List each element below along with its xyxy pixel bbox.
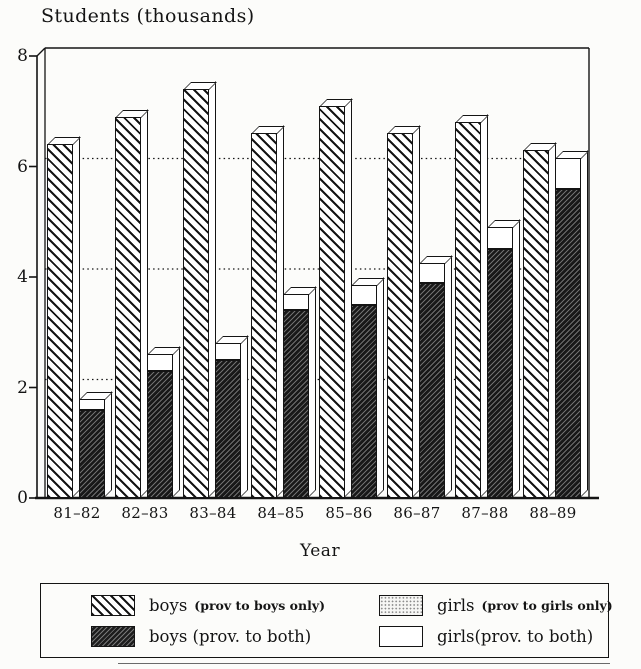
frame-corner-notch	[37, 48, 45, 56]
chart-title: Students (thousands)	[41, 5, 255, 27]
diagonal-hatch-swatch-icon	[91, 595, 135, 616]
x-tick-label-86-87: 86–87	[393, 504, 441, 522]
bar-81-82-single-sex-segment-boys-prov-to-boys-only-	[47, 144, 73, 498]
bar-85-86-single-sex-segment-boys-prov-to-boys-only-	[319, 106, 345, 498]
legend-box	[40, 583, 613, 658]
legend-sublabel: (prov to boys only)	[194, 598, 326, 613]
legend-label: boys	[149, 596, 188, 615]
legend-label: boys (prov. to both)	[149, 627, 312, 646]
bar-81-82-coed-segment-girls-prov-to-both-	[79, 399, 105, 410]
bar-87-88-coed-segment-girls-prov-to-both-	[487, 227, 513, 249]
white-swatch-icon	[379, 626, 423, 647]
legend-item-boys-both	[91, 626, 318, 647]
bar-88-89-coed-side-face	[580, 150, 588, 498]
x-tick-label-87-88: 87–88	[461, 504, 509, 522]
bar-87-88-coed-segment-boys-prov-to-both-	[487, 249, 513, 498]
legend-sublabel: (prov to girls only)	[481, 598, 613, 613]
y-tick-label-0: 0	[17, 488, 28, 508]
bar-84-85-coed-segment-boys-prov-to-both-	[283, 310, 309, 498]
x-tick-label-84-85: 84–85	[257, 504, 305, 522]
bar-85-86-coed-segment-girls-prov-to-both-	[351, 285, 377, 304]
dark-hatch-swatch-icon	[91, 626, 135, 647]
bar-82-83-coed-segment-girls-prov-to-both-	[147, 354, 173, 371]
bar-88-89-single-sex-segment-boys-prov-to-boys-only-	[523, 150, 549, 498]
bar-81-82-coed-segment-boys-prov-to-both-	[79, 410, 105, 498]
bar-88-89-coed-segment-boys-prov-to-both-	[555, 189, 581, 498]
legend-label: girls	[437, 596, 475, 615]
bar-83-84-coed-segment-girls-prov-to-both-	[215, 343, 241, 360]
bar-81-82-coed-side-face	[104, 391, 112, 498]
y-tick-label-8: 8	[17, 46, 28, 66]
x-tick-label-81-82: 81–82	[53, 504, 101, 522]
bar-88-89-coed-segment-girls-prov-to-both-	[555, 158, 581, 188]
bar-86-87-coed-segment-girls-prov-to-both-	[419, 263, 445, 282]
bar-86-87-coed-segment-boys-prov-to-both-	[419, 283, 445, 498]
legend-item-girls-only	[379, 595, 613, 616]
x-tick-label-88-89: 88–89	[529, 504, 577, 522]
bar-84-85-coed-segment-girls-prov-to-both-	[283, 294, 309, 311]
bar-82-83-single-sex-segment-boys-prov-to-boys-only-	[115, 117, 141, 498]
y-tick-label-6: 6	[17, 156, 28, 177]
legend-item-boys-only	[91, 595, 325, 616]
bar-85-86-coed-side-face	[376, 277, 384, 498]
x-axis-title: Year	[300, 541, 341, 561]
legend-item-girls-both	[379, 626, 600, 647]
legend-label: girls(prov. to both)	[437, 627, 594, 646]
y-tick-label-4: 4	[17, 267, 28, 287]
x-tick-label-83-84: 83–84	[189, 504, 237, 522]
stipple-swatch-icon	[379, 595, 423, 616]
bar-85-86-coed-segment-boys-prov-to-both-	[351, 305, 377, 498]
y-tick-label-2: 2	[17, 377, 28, 398]
bar-82-83-coed-side-face	[172, 346, 180, 498]
bar-83-84-single-sex-segment-boys-prov-to-boys-only-	[183, 89, 209, 498]
bar-86-87-single-sex-segment-boys-prov-to-boys-only-	[387, 133, 413, 498]
bar-87-88-single-sex-segment-boys-prov-to-boys-only-	[455, 122, 481, 498]
bar-83-84-coed-segment-boys-prov-to-both-	[215, 360, 241, 498]
bar-83-84-coed-side-face	[240, 335, 248, 498]
x-tick-label-82-83: 82–83	[121, 504, 169, 522]
bar-84-85-single-sex-segment-boys-prov-to-boys-only-	[251, 133, 277, 498]
bar-82-83-coed-segment-boys-prov-to-both-	[147, 371, 173, 498]
bar-84-85-coed-side-face	[308, 286, 316, 498]
bar-87-88-coed-side-face	[512, 219, 520, 498]
x-tick-label-85-86: 85–86	[325, 504, 373, 522]
bar-86-87-coed-side-face	[444, 255, 452, 498]
figure-bottom-rule	[118, 663, 610, 664]
